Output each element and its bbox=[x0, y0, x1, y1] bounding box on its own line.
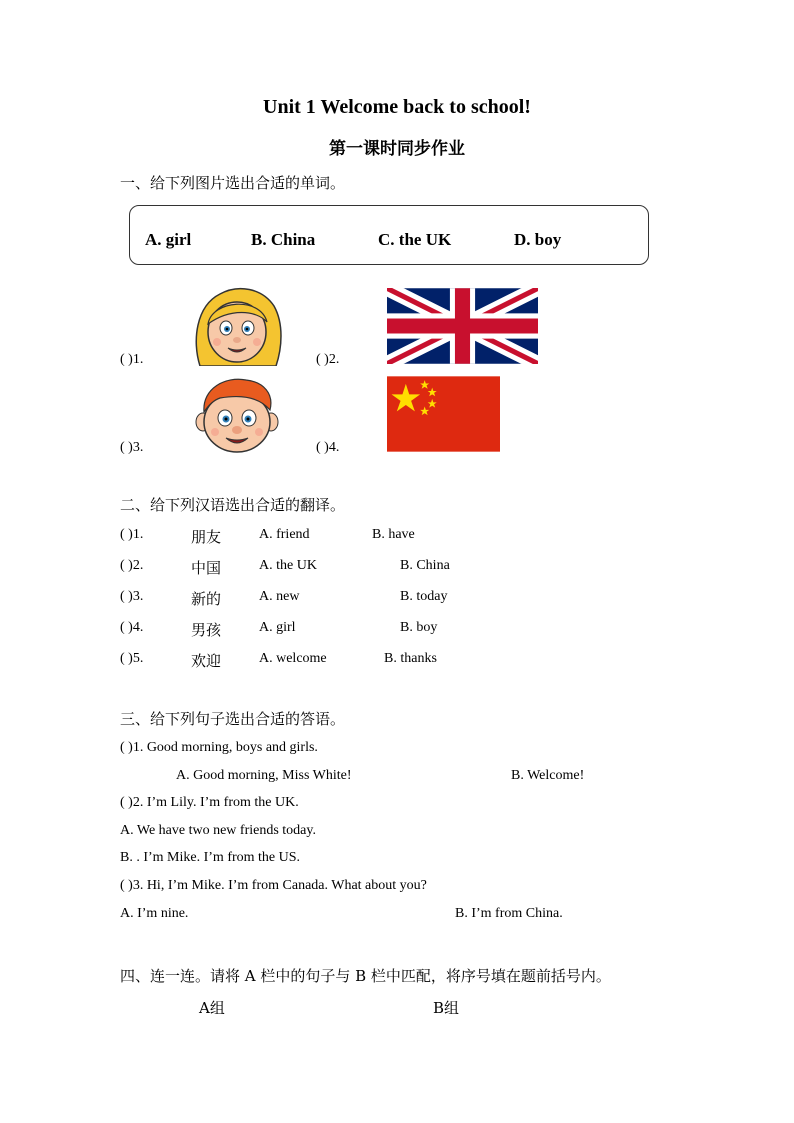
section4-heading: 四、连一连。请将 A 栏中的句子与 B 栏中匹配，将序号填在题前括号内。 bbox=[120, 967, 611, 985]
s2-row4-word: 男孩 bbox=[191, 621, 222, 639]
s3-q3: ( )3. Hi, I’m Mike. I’m from Canada. What about you? bbox=[120, 878, 427, 893]
s2-row1-word: 朋友 bbox=[191, 528, 222, 546]
picture-item-2-label: ( )2. bbox=[316, 352, 340, 367]
s2-row3-num: ( )3. bbox=[120, 589, 144, 604]
picture-item-4-label: ( )4. bbox=[316, 440, 340, 455]
option-d: D. boy bbox=[514, 230, 562, 249]
s3-q3-a: A. I’m nine. bbox=[120, 906, 189, 921]
s3-q1-b: B. Welcome! bbox=[511, 768, 585, 783]
s3-q3-b: B. I’m from China. bbox=[455, 906, 563, 921]
s2-row3-a: A. new bbox=[259, 589, 300, 604]
s2-row2-a: A. the UK bbox=[259, 558, 317, 573]
s2-row4-num: ( )4. bbox=[120, 620, 144, 635]
picture-item-1-label: ( )1. bbox=[120, 352, 144, 367]
s2-row2-word: 中国 bbox=[191, 559, 222, 577]
s3-q2: ( )2. I’m Lily. I’m from the UK. bbox=[120, 795, 299, 810]
s3-q2-a: A. We have two new friends today. bbox=[120, 823, 316, 838]
uk-flag-icon bbox=[387, 288, 538, 364]
s2-row3-b: B. today bbox=[400, 589, 448, 604]
s2-row4-b: B. boy bbox=[400, 620, 438, 635]
option-a: A. girl bbox=[145, 230, 192, 249]
s2-row2-num: ( )2. bbox=[120, 558, 144, 573]
section3-heading: 三、给下列句子选出合适的答语。 bbox=[120, 710, 346, 728]
s2-row2-b: B. China bbox=[400, 558, 450, 573]
s3-q2-b: B. . I’m Mike. I’m from the US. bbox=[120, 850, 301, 865]
s2-row5-b: B. thanks bbox=[384, 651, 437, 666]
picture-item-3-label: ( )3. bbox=[120, 440, 144, 455]
option-c: C. the UK bbox=[378, 230, 452, 249]
section1-heading: 一、给下列图片选出合适的单词。 bbox=[120, 174, 346, 192]
section2-heading: 二、给下列汉语选出合适的翻译。 bbox=[120, 496, 346, 514]
boy-face-icon bbox=[190, 376, 284, 454]
s3-q1-a: A. Good morning, Miss White! bbox=[176, 768, 352, 783]
page-subtitle: 第一课时同步作业 bbox=[329, 139, 465, 159]
s2-row4-a: A. girl bbox=[259, 620, 296, 635]
column-b-label: B组 bbox=[433, 999, 460, 1017]
s2-row3-word: 新的 bbox=[191, 590, 222, 608]
s2-row5-word: 欢迎 bbox=[191, 652, 222, 670]
s2-row1-b: B. have bbox=[372, 527, 415, 542]
s2-row1-num: ( )1. bbox=[120, 527, 144, 542]
girl-face-icon bbox=[190, 286, 284, 366]
option-b: B. China bbox=[251, 230, 316, 249]
china-flag-icon bbox=[387, 376, 500, 452]
page-title: Unit 1 Welcome back to school! bbox=[263, 96, 531, 118]
column-a-label: A组 bbox=[199, 999, 225, 1017]
s3-q1: ( )1. Good morning, boys and girls. bbox=[120, 740, 318, 755]
s2-row5-a: A. welcome bbox=[259, 651, 327, 666]
s2-row1-a: A. friend bbox=[259, 527, 310, 542]
s2-row5-num: ( )5. bbox=[120, 651, 144, 666]
